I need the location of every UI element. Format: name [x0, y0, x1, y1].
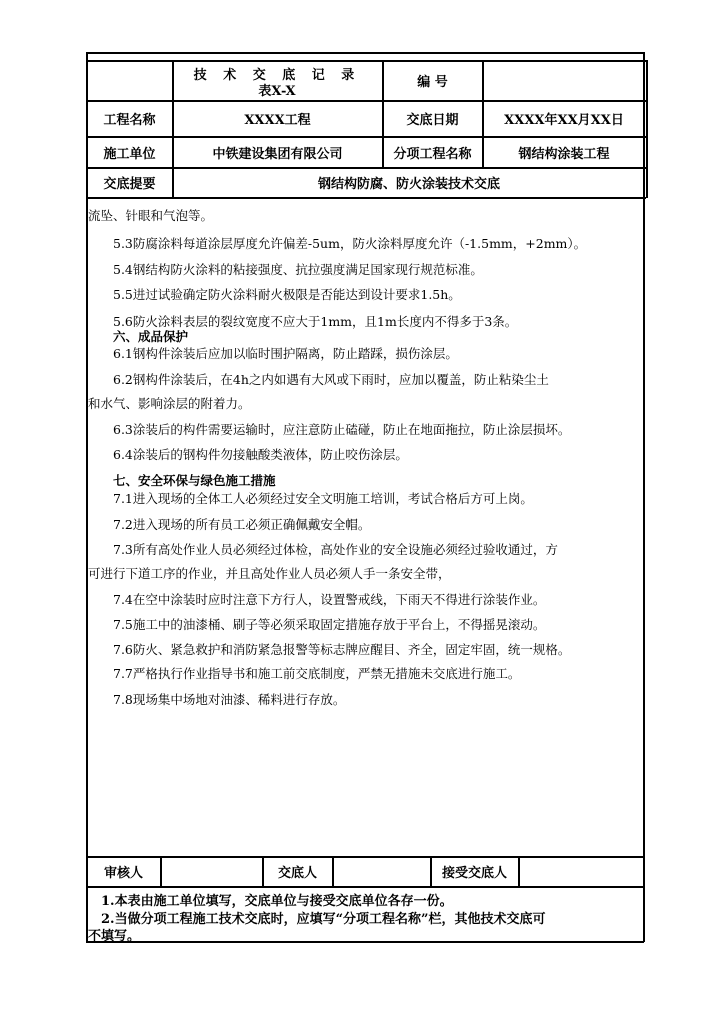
body-line-3: 5.4钢结构防火涂料的粘接强度、抗拉强度满足国家现行规范标准。	[88, 262, 483, 277]
body-line-4: 5.5进过试验确定防火涂料耐火极限是否能达到设计要求1.5h。	[88, 287, 461, 302]
body-line-8: 6.2钢构件涂装后，在4h之内如遇有大风或下雨时，应加以覆盖，防止粘染尘土	[88, 372, 549, 387]
body-line-10: 6.3涂装后的构件需要运输时，应注意防止磕碰，防止在地面拖拉，防止涂层损坏。	[88, 422, 571, 437]
body-line-16: 可进行下道工序的作业，并且高处作业人员必须人手一条安全带，	[88, 566, 451, 581]
reviewer-value[interactable]	[161, 857, 262, 886]
project-value[interactable]: XXXX工程	[244, 113, 311, 128]
border-bottom	[86, 941, 644, 943]
form-title: 技 术 交 底 记 录	[193, 68, 361, 83]
body-line-13: 7.1进入现场的全体工人必须经过安全文明施工培训，考试合格后方可上岗。	[88, 491, 533, 506]
receiver-value[interactable]	[519, 857, 643, 886]
body-line-1: 流坠、针眼和气泡等。	[88, 208, 214, 223]
note-line-2: 2.当做分项工程施工技术交底时，应填写“分项工程名称”栏，其他技术交底可	[88, 912, 546, 927]
summary-label: 交底提要	[103, 177, 156, 192]
body-line-21: 7.8现场集中场地对油漆、稀料进行存放。	[88, 692, 346, 707]
unit-label: 施工单位	[103, 146, 156, 162]
receiver-label: 接受交底人	[441, 866, 507, 881]
unit-value[interactable]: 中铁建设集团有限公司	[212, 146, 343, 162]
body-line-11: 6.4涂装后的钢构件勿接触酸类液体，防止咬伤涂层。	[88, 447, 408, 462]
border-right-outer	[646, 60, 648, 198]
note-line-3: 不填写。	[88, 929, 141, 944]
project-label: 工程名称	[103, 113, 156, 128]
section-heading-6: 六、成品保护	[88, 329, 189, 344]
presenter-value[interactable]	[333, 857, 430, 886]
body-line-2: 5.3防腐涂料每道涂层厚度允许偏差-5um，防火涂料厚度允许（-1.5mm，+2mm）。	[88, 236, 587, 251]
body-line-19: 7.6防火、紧急救护和消防紧急报警等标志牌应醒目、齐全，固定牢固，统一规格。	[88, 642, 571, 657]
number-label: 编 号	[417, 75, 448, 90]
note-line-1: 1.本表由施工单位填写，交底单位与接受交底单位各存一份。	[88, 894, 453, 909]
date-value[interactable]: XXXX年XX月XX日	[504, 113, 624, 128]
summary-value[interactable]: 钢结构防腐、防火涂装技术交底	[317, 177, 500, 192]
body-line-15: 7.3所有高处作业人员必须经过体检，高处作业的安全设施必须经过验收通过，方	[88, 542, 558, 557]
section-heading-7: 七、安全环保与绿色施工措施	[88, 473, 276, 488]
body-line-20: 7.7严格执行作业指导书和施工前交底制度，严禁无措施未交底进行施工。	[88, 666, 521, 681]
body-line-9: 和水气、影响涂层的附着力。	[88, 396, 251, 411]
body-line-17: 7.4在空中涂装时应时注意下方行人，设置警戒线，下雨天不得进行涂装作业。	[88, 592, 546, 607]
subproject-value[interactable]: 钢结构涂装工程	[518, 146, 610, 162]
date-label: 交底日期	[406, 113, 459, 128]
border-top	[86, 52, 644, 54]
row-line-4	[86, 197, 646, 199]
presenter-label: 交底人	[277, 866, 317, 881]
body-line-7: 6.1钢构件涂装后应加以临时围护隔离，防止踏踩，损伤涂层。	[88, 346, 458, 361]
body-line-5: 5.6防火涂料表层的裂纹宽度不应大于1mm，且1m长度内不得多于3条。	[88, 314, 518, 329]
body-line-18: 7.5施工中的油漆桶、刷子等必须采取固定措施存放于平台上，不得摇晃滚动。	[88, 617, 546, 632]
number-value[interactable]	[483, 61, 643, 100]
subproject-label: 分项工程名称	[393, 146, 472, 162]
reviewer-label: 审核人	[103, 866, 143, 881]
form-subtitle: 表X-X	[258, 84, 296, 99]
body-line-14: 7.2进入现场的所有员工必须正确佩戴安全帽。	[88, 517, 371, 532]
signature-line-bottom	[86, 886, 644, 888]
